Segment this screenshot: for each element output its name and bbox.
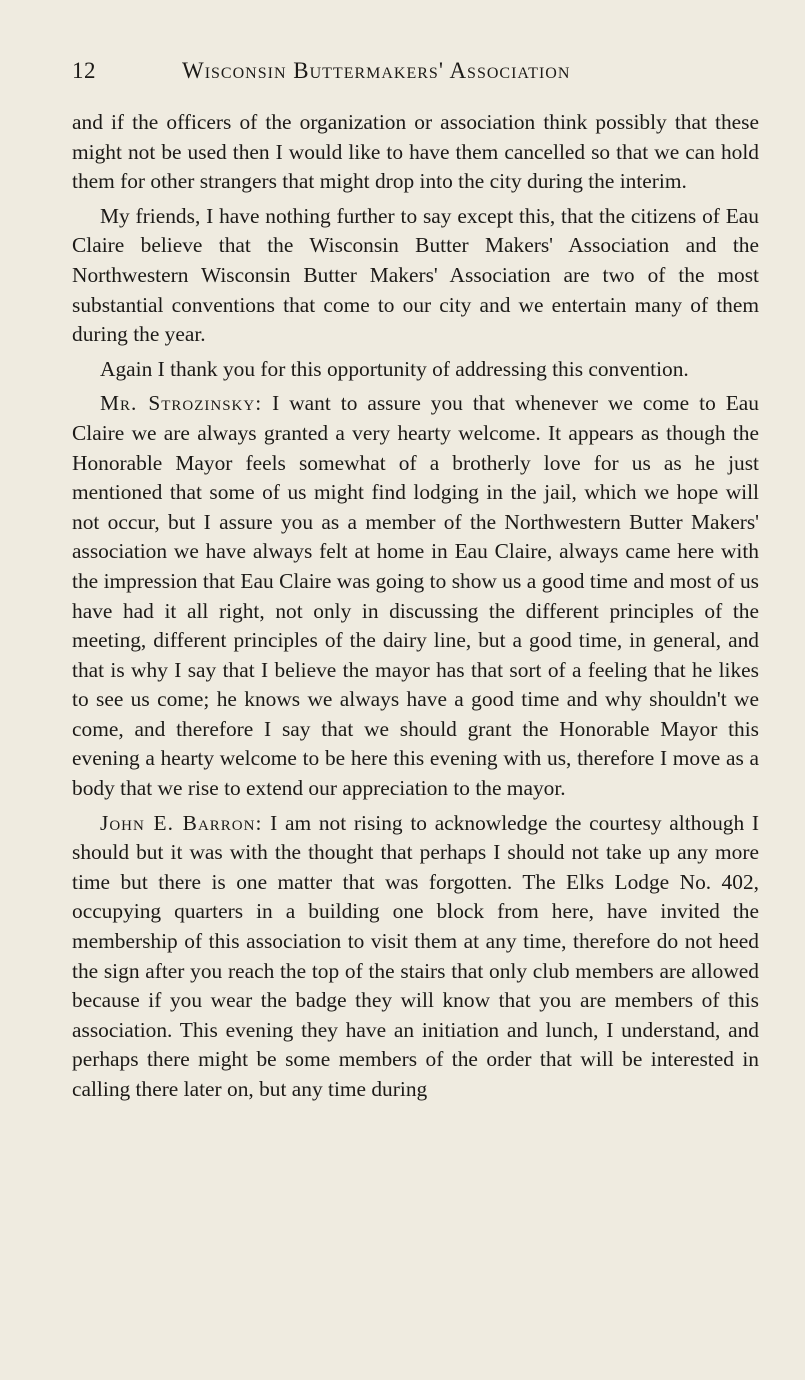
speaker-name: Mr. Strozinsky: — [100, 391, 263, 416]
speaker-name: John E. Barron: — [100, 810, 263, 835]
paragraph-text: I am not rising to acknowledge the courtesy although I should but it was with the thought that perhaps I should not take up any more time but there is one matter that was forgotten. The Elks Lodge No. 402, occupying quarters in a building one block from here, have invited the membership of this association to visit them at any time, therefore do not heed the sign after you reach the top of the stairs that only club members are allowed because if you wear the badge they will know that you are members of this association. This evening they have an initiation and lunch, I understand, and perhaps there might be some members of the order that will be interested in calling there later on, but any time during — [72, 810, 759, 1101]
paragraph-text: I want to assure you that whenever we come to Eau Claire we are always granted a very hearty welcome. It appears as though the Honorable Mayor feels somewhat of a brotherly love for us as he just mentioned that some of us might find lodging in the jail, which we hope will not occur, but I assure you as a member of the Northwestern Butter Makers' association we have always felt at home in Eau Claire, always came here with the impression that Eau Claire was going to show us a good time and most of us have had it all right, not only in discussing the different principles of the meeting, different principles of the dairy line, but a good time, in general, and that is why I say that I believe the mayor has that sort of a feeling that he likes to see us come; he knows we always have a good time and why shouldn't we come, and therefore I say that we should grant the Honorable Mayor this evening a hearty welcome to be here this evening with us, therefore I move as a body that we rise to extend our appreciation to the mayor. — [72, 391, 759, 801]
paragraph-strozinsky — [72, 389, 759, 803]
paragraph-continuation — [72, 108, 759, 197]
body-text — [72, 108, 759, 1105]
running-title: Wisconsin Buttermakers' Association — [182, 58, 571, 83]
paragraph-text: and if the officers of the organization or association think possibly that these might not be used then I would like to have them cancelled so that we can hold them for other strangers that might drop into the city during the interim. — [72, 110, 759, 194]
paragraph-mayor-closing — [72, 202, 759, 350]
paragraph-barron — [72, 809, 759, 1105]
page-number: 12 — [72, 58, 96, 83]
paragraph-mayor-thanks — [72, 355, 759, 385]
paragraph-text: Again I thank you for this opportunity of addressing this convention. — [100, 356, 689, 381]
running-head — [72, 58, 759, 86]
paragraph-text: My friends, I have nothing further to say except this, that the citizens of Eau Claire believe that the Wisconsin Butter Makers' Association and the Northwestern Wisconsin Butter Makers' Association are two of the most substantial conventions that come to our city and we entertain many of them during the year. — [72, 203, 759, 347]
